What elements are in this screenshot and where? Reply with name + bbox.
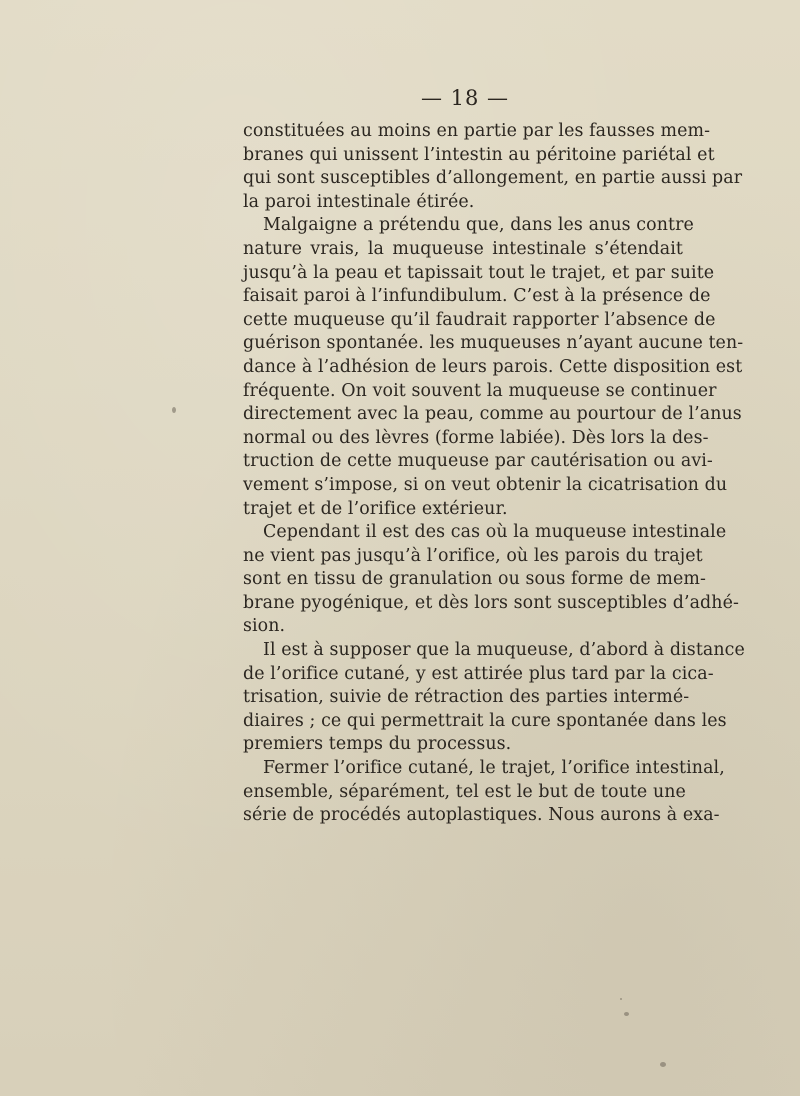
text-line: Cependant il est des cas où la muqueuse intestinale (263, 522, 727, 543)
text-line: truction de cette muqueuse par cautérisation ou avi- (243, 451, 713, 472)
text-line: sion. (243, 616, 286, 637)
text-line: brane pyogénique, et dès lors sont susceptibles d’adhé- (243, 592, 739, 613)
body-text (243, 120, 745, 828)
paragraph (243, 214, 744, 521)
text-line: guérison spontanée. les muqueuses n’ayant aucune ten- (243, 333, 744, 354)
text-line: normal ou des lèvres (forme labiée). Dès lors la des- (243, 427, 709, 448)
text-line: sont en tissu de granulation ou sous forme de mem- (243, 569, 706, 590)
text-line: trisation, suivie de rétraction des parties intermé- (243, 687, 690, 708)
paragraph (243, 757, 725, 828)
text-line: faisait paroi à l’infundibulum. C’est à la présence de (243, 286, 711, 307)
text-line: la paroi intestinale étirée. (243, 191, 475, 212)
paper-speck (660, 1062, 666, 1067)
paper-speck (172, 407, 176, 413)
paper-speck (624, 1012, 629, 1016)
text-line: ne vient pas jusqu’à l’orifice, où les parois du trajet (243, 545, 703, 566)
text-line: cette muqueuse qu’il faudrait rapporter l’absence de (243, 309, 716, 330)
page-number: — 18 — (420, 86, 510, 110)
text-line: vement s’impose, si on veut obtenir la cicatrisation du (243, 474, 728, 495)
paragraph (243, 521, 739, 639)
text-line: trajet et de l’orifice extérieur. (243, 498, 508, 519)
text-line: Malgaigne a prétendu que, dans les anus contre (263, 215, 694, 236)
text-line: ensemble, séparément, tel est le but de toute une (243, 781, 686, 802)
text-line: branes qui unissent l’intestin au péritoine pariétal et (243, 144, 715, 165)
text-line: constituées au moins en partie par les fausses mem- (243, 121, 711, 141)
text-line: de l’orifice cutané, y est attirée plus tard par la cica- (243, 663, 714, 684)
paper-speck (620, 998, 622, 1000)
text-line: fréquente. On voit souvent la muqueuse se continuer (243, 380, 717, 401)
text-line: premiers temps du processus. (243, 734, 512, 755)
paragraph (243, 639, 745, 757)
text-line: Fermer l’orifice cutané, le trajet, l’orifice intestinal, (263, 758, 725, 779)
text-line: dance à l’adhésion de leurs parois. Cette disposition est (243, 356, 743, 377)
text-line: qui sont susceptibles d’allongement, en partie aussi par (243, 168, 743, 189)
text-line: directement avec la peau, comme au pourtour de l’anus (243, 404, 742, 425)
text-line: nature vrais, la muqueuse intestinale s’étendait (243, 238, 683, 259)
text-line: série de procédés autoplastiques. Nous aurons à exa- (243, 805, 720, 826)
paragraph (243, 120, 743, 214)
text-line: jusqu’à la peau et tapissait tout le trajet, et par suite (243, 262, 715, 283)
text-line: diaires ; ce qui permettrait la cure spontanée dans les (243, 710, 727, 731)
text-line: Il est à supposer que la muqueuse, d’abord à distance (263, 640, 745, 661)
